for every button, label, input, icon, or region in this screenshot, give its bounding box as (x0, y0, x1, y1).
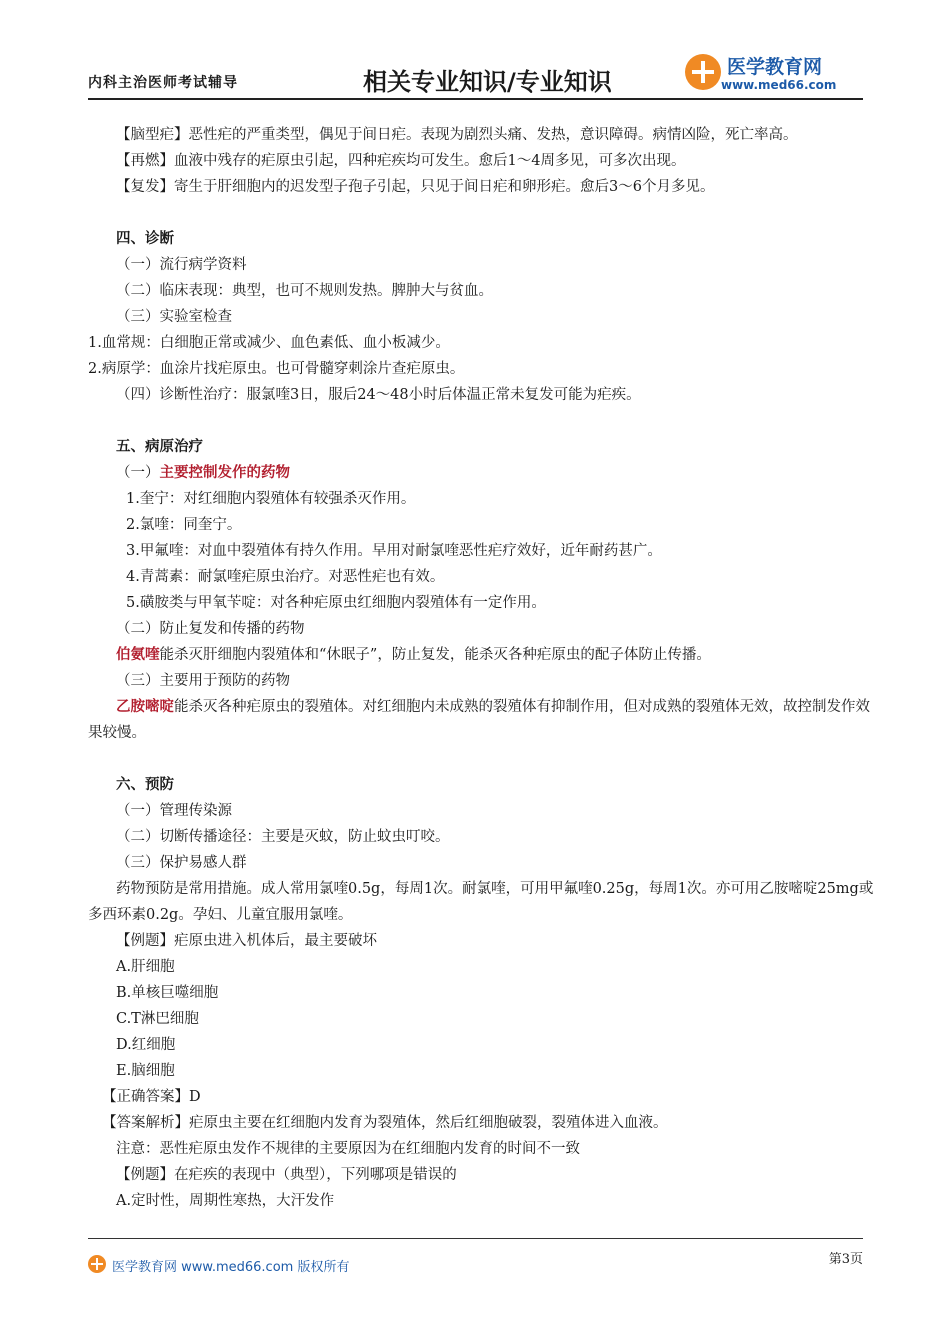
highlight-text: 主要控制发作的药物 (159, 465, 290, 481)
list-item: 1.奎宁：对红细胞内裂殖体有较强杀灭作用。 (126, 491, 416, 507)
answer-analysis: 【答案解析】疟原虫主要在红细胞内发育为裂殖体，然后红细胞破裂，裂殖体进入血液。 (102, 1115, 668, 1131)
option: D.红细胞 (116, 1037, 176, 1053)
list-item: 2.病原学：血涂片找疟原虫。也可骨髓穿刺涂片查疟原虫。 (88, 361, 465, 377)
page-number: 第3页 (828, 1252, 863, 1267)
copyright-text[interactable]: 医学教育网 www.med66.com 版权所有 (112, 1260, 350, 1275)
label-prefix: （一） (116, 465, 160, 481)
note: 注意：恶性疟原虫发作不规律的主要原因为在红细胞内发育的时间不一致 (116, 1141, 580, 1157)
list-item (88, 460, 875, 486)
header-divider (88, 98, 863, 100)
list-item: 5.磺胺类与甲氧苄啶：对各种疟原虫红细胞内裂殖体有一定作用。 (126, 595, 546, 611)
paragraph: 药物预防是常用措施。成人常用氯喹0.5g，每周1次。耐氯喹，可用甲氟喹0.25g，每周1次。亦可用乙胺嘧啶25mg或多西环素0.2g。孕妇、儿童宜服用氯喹。 (88, 881, 874, 923)
answer: 【正确答案】D (102, 1089, 201, 1105)
question-stem: 【例题】在疟疾的表现中（典型），下列哪项是错误的 (116, 1167, 457, 1183)
brand-logo[interactable] (685, 52, 865, 98)
section-heading: 五、病原治疗 (116, 439, 203, 455)
footer-divider (88, 1238, 863, 1239)
page-footer (88, 1238, 863, 1278)
option: B.单核巨噬细胞 (116, 985, 219, 1001)
paragraph (88, 642, 875, 668)
paragraph (88, 694, 875, 746)
drug-name: 伯氨喹 (116, 647, 160, 663)
list-item: 2.氯喹：同奎宁。 (126, 517, 242, 533)
list-item: （二）切断传播途径：主要是灭蚊，防止蚊虫叮咬。 (116, 829, 450, 845)
paragraph: 【复发】寄生于肝细胞内的迟发型子孢子引起，只见于间日疟和卵形疟。愈后3～6个月多见。 (116, 179, 715, 195)
option: E.脑细胞 (116, 1063, 175, 1079)
list-item: （四）诊断性治疗：服氯喹3日，服后24～48小时后体温正常未复发可能为疟疾。 (116, 387, 641, 403)
section-heading: 四、诊断 (116, 231, 174, 247)
list-item: （三）实验室检查 (116, 309, 232, 325)
list-item: （二）临床表现：典型，也可不规则发热。脾肿大与贫血。 (116, 283, 493, 299)
logo-name: 医学教育网 (727, 56, 823, 78)
logo-url: www.med66.com (721, 78, 837, 92)
paragraph: 【脑型疟】恶性疟的严重类型，偶见于间日疟。表现为剧烈头痛、发热，意识障碍。病情凶险，死亡率高。 (116, 127, 798, 143)
list-item: 3.甲氟喹：对血中裂殖体有持久作用。早用对耐氯喹恶性疟疗效好，近年耐药甚广。 (126, 543, 662, 559)
option: C.T淋巴细胞 (116, 1011, 199, 1027)
page-title: 相关专业知识/专业知识 (363, 68, 612, 96)
section-heading: 六、预防 (116, 777, 174, 793)
list-item: （三）主要用于预防的药物 (116, 673, 290, 689)
list-item: 4.青蒿素：耐氯喹疟原虫治疗。对恶性疟也有效。 (126, 569, 445, 585)
list-item: 1.血常规：白细胞正常或减少、血色素低、血小板减少。 (88, 335, 450, 351)
drug-desc: 能杀灭各种疟原虫的裂殖体。对红细胞内未成熟的裂殖体有抑制作用，但对成熟的裂殖体无效，故控制发作效果较慢。 (88, 699, 870, 741)
list-item: （一）管理传染源 (116, 803, 232, 819)
list-item: （二）防止复发和传播的药物 (116, 621, 305, 637)
list-item: （三）保护易感人群 (116, 855, 247, 871)
option: A.定时性，周期性寒热，大汗发作 (116, 1193, 335, 1209)
drug-name: 乙胺嘧啶 (116, 699, 174, 715)
footer-logo-icon (88, 1255, 106, 1273)
paragraph: 【再燃】血液中残存的疟原虫引起，四种疟疾均可发生。愈后1～4周多见，可多次出现。 (116, 153, 686, 169)
list-item: （一）流行病学资料 (116, 257, 247, 273)
document-body (88, 122, 875, 1214)
logo-icon (685, 54, 721, 90)
question-stem: 【例题】疟原虫进入机体后，最主要破坏 (116, 933, 377, 949)
course-title: 内科主治医师考试辅导 (88, 75, 238, 91)
option: A.肝细胞 (116, 959, 175, 975)
page-header (88, 50, 863, 100)
drug-desc: 能杀灭肝细胞内裂殖体和“休眠子”，防止复发，能杀灭各种疟原虫的配子体防止传播。 (159, 647, 711, 663)
